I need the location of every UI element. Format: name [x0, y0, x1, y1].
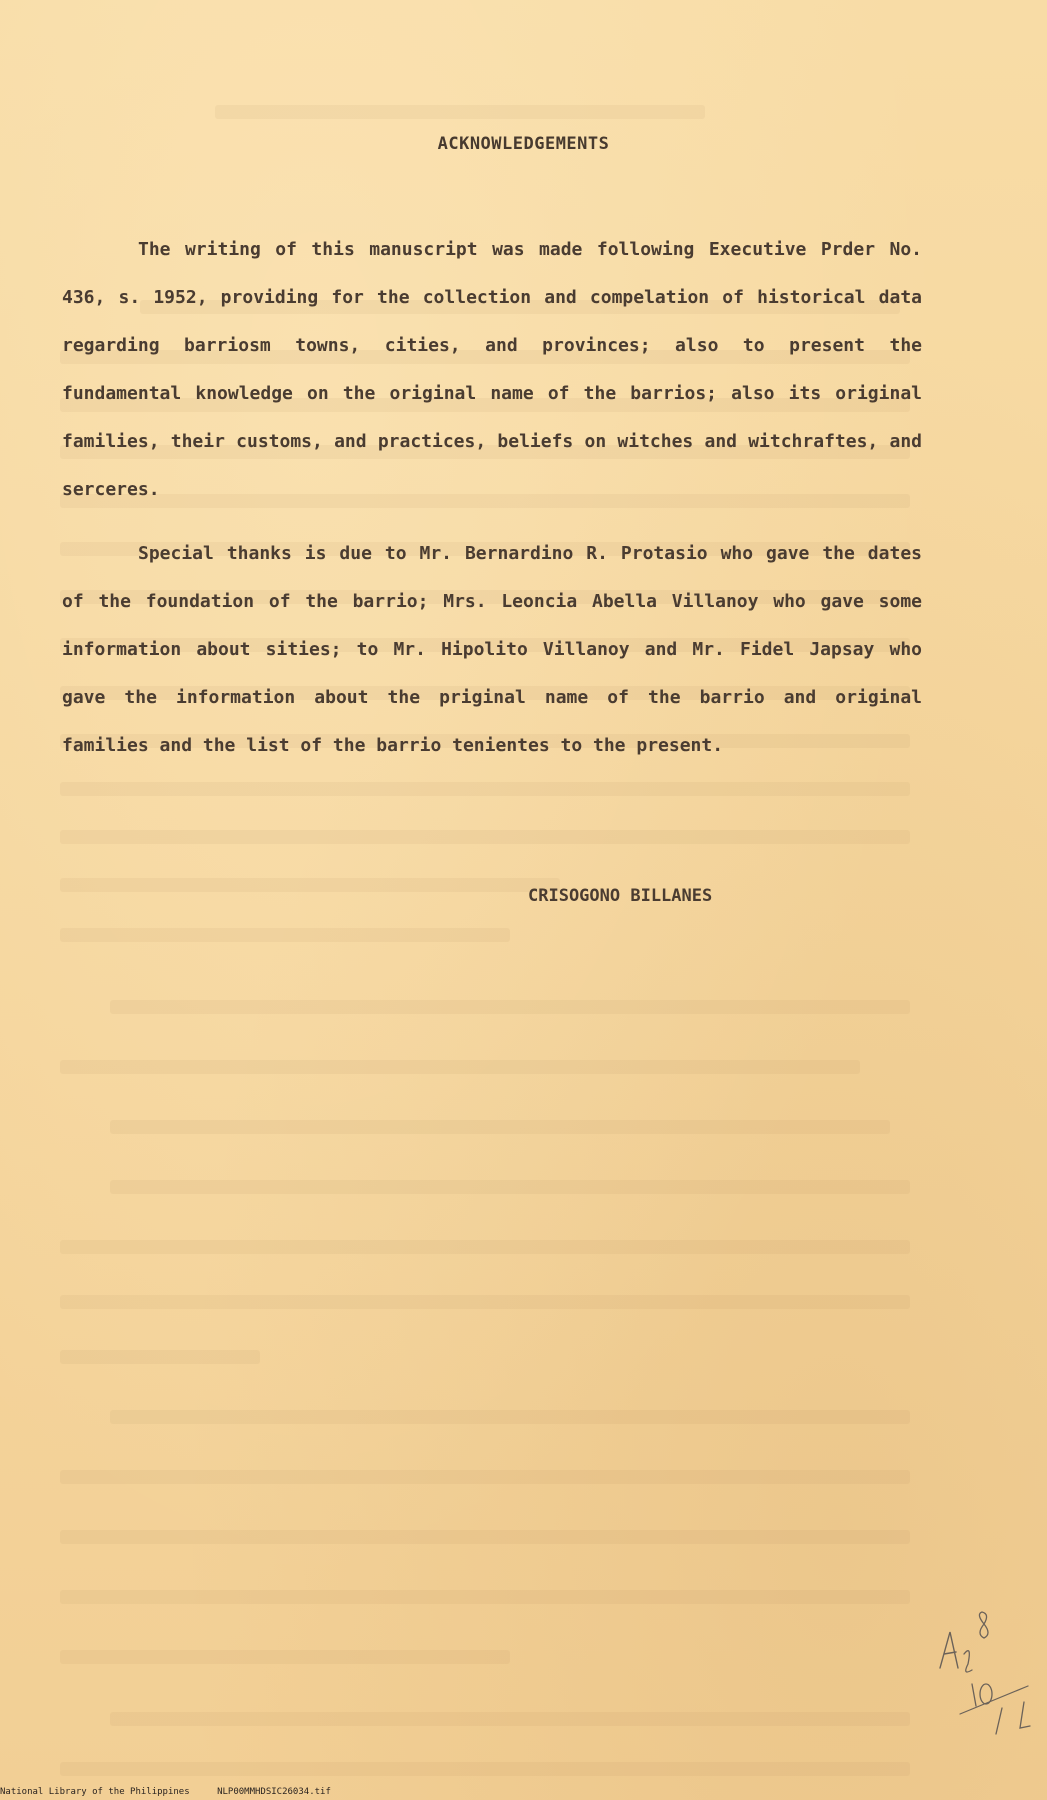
footer-filename: NLP00MMHDSIC26034.tif — [217, 1787, 331, 1797]
document-title: ACKNOWLEDGEMENTS — [437, 134, 610, 154]
paragraph-special-thanks: Special thanks is due to Mr. Bernardino R. Protasio who gave the dates of the foundation of the barrio; Mrs. Leoncia Abella Villanoy who gave some information about sities; to Mr. Hipolito Villanoy and Mr. Fidel Japsay who gave the information about the priginal name of the barrio and original families and the list of the barrio tenientes to the present. — [62, 543, 922, 756]
author-signature: CRISOGONO BILLANES — [528, 886, 713, 906]
footer-bar — [0, 1784, 1047, 1800]
handwritten-annotation — [932, 1610, 1042, 1740]
paragraph-executive-order: The writing of this manuscript was made following Executive Prder No. 436, s. 1952, providing for the collection and compelation of historical data regarding barriosm towns, cities, and provinces; also to present the fundamental knowledge on the original name of the barrios; also its original families, their customs, and practices, beliefs on witches and witchraftes, and serceres. — [62, 239, 922, 500]
footer-library-name: National Library of the Philippines — [0, 1787, 190, 1797]
